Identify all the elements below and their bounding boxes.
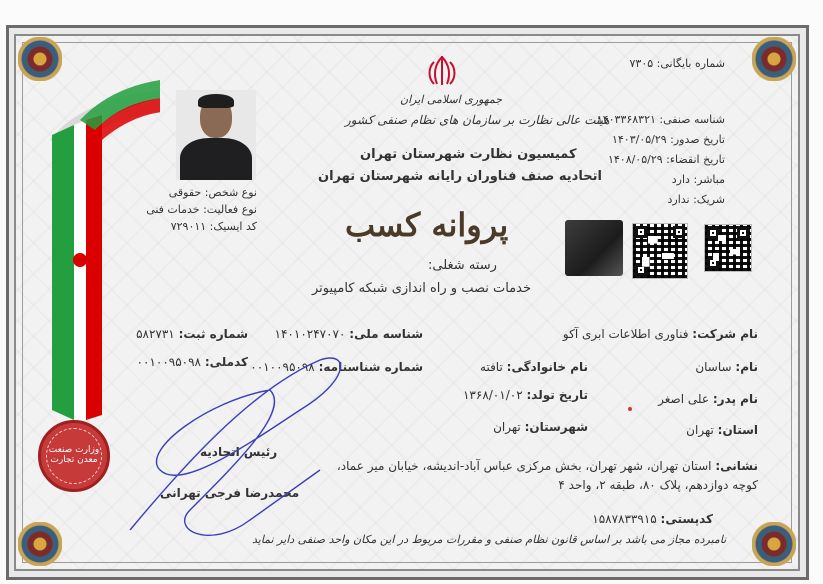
qr-code-1 (632, 223, 688, 279)
license-title: پروانه کسب (345, 206, 509, 244)
family-row: نام خانوادگی: تافته (480, 360, 588, 374)
footer-note: نامبرده مجاز می باشد بر اساس قانون نظام صنفی و مقررات مربوط در این مکان واحد صنفی دایر نماید (252, 533, 727, 546)
postal-row: کدپستی: ۱۵۸۷۸۳۳۹۱۵ (592, 512, 713, 526)
national-id-row: شناسه ملی: ۱۴۰۱۰۲۴۷۰۷۰ (274, 327, 423, 341)
signature-name: محمدرضا فرجی تهرانی (160, 486, 300, 500)
commission-name: کمیسیون نظارت شهرستان تهران (360, 147, 577, 162)
address-row: نشانی: استان تهران، شهر تهران، بخش مرکزی عباس آباد-اندیشه، خیابان میر عماد، (336, 459, 758, 473)
company-row: نام شرکت: فناوری اطلاعات ابری آکو (562, 327, 758, 341)
qr-code-2 (704, 224, 752, 272)
guild-id: شناسه صنفی: ۱۴۰۳۳۶۸۳۲۱ (596, 113, 725, 126)
emblem-line-1: جمهوری اسلامی ایران (400, 93, 503, 106)
field-label: رسته شغلی: (428, 258, 497, 273)
ministry-seal (38, 420, 110, 492)
name-row: نام: ساسان (695, 360, 758, 374)
father-row: نام پدر: علی اصغر (658, 392, 758, 406)
address-line-2: کوچه دوازدهم، پلاک ۸۰، طبقه ۲، واحد ۴ (558, 478, 758, 492)
security-hologram (565, 220, 623, 276)
iran-emblem-icon (425, 54, 459, 88)
isic-code: کد ایسیک: ۷۲۹۰۱۱ (170, 220, 257, 233)
issue-date: تاریخ صدور: ۱۴۰۳/۰۵/۲۹ (611, 133, 725, 146)
direct-manager: مباشر: دارد (671, 173, 725, 186)
union-name: اتحادیه صنف فناوران رایانه شهرستان تهران (318, 169, 602, 184)
applicant-photo (176, 90, 256, 180)
corner-ornament-top-right (752, 37, 796, 81)
corner-ornament-bottom-left (18, 522, 62, 566)
national-code-row: کدملی: ۰۰۱۰۰۹۵۰۹۸ (136, 355, 248, 369)
activity-type: نوع فعالیت: خدمات فنی (146, 203, 257, 216)
corner-ornament-bottom-right (752, 522, 796, 566)
partner-status: شریک: ندارد (667, 193, 725, 206)
archive-number: شماره بایگانی: ۷۳۰۵ (629, 57, 725, 70)
city-row: شهرستان: تهران (493, 420, 588, 434)
person-type: نوع شخص: حقوقی (168, 186, 257, 199)
corner-ornament-top-left (18, 37, 62, 81)
red-dot-mark (628, 407, 632, 411)
signature-title: رئیس اتحادیه (200, 445, 278, 459)
id-number-row: شماره شناسنامه: ۰۰۱۰۰۹۵۰۹۸ (250, 360, 423, 374)
birth-row: تاریخ تولد: ۱۳۶۸/۰۱/۰۲ (462, 388, 588, 402)
expiry-date: تاریخ انقضاء: ۱۴۰۸/۰۵/۲۹ (607, 153, 725, 166)
emblem-line-2: هیئت عالی نظارت بر سازمان های نظام صنفی کشور (345, 113, 610, 127)
province-row: استان: تهران (686, 423, 758, 437)
field-value: خدمات نصب و راه اندازی شبکه کامپیوتر (312, 281, 532, 296)
handwritten-signature (120, 320, 360, 560)
registration-row: شماره ثبت: ۵۸۲۷۳۱ (136, 327, 248, 341)
seal-text: وزارت صنعت معدن تجارت (46, 428, 102, 484)
